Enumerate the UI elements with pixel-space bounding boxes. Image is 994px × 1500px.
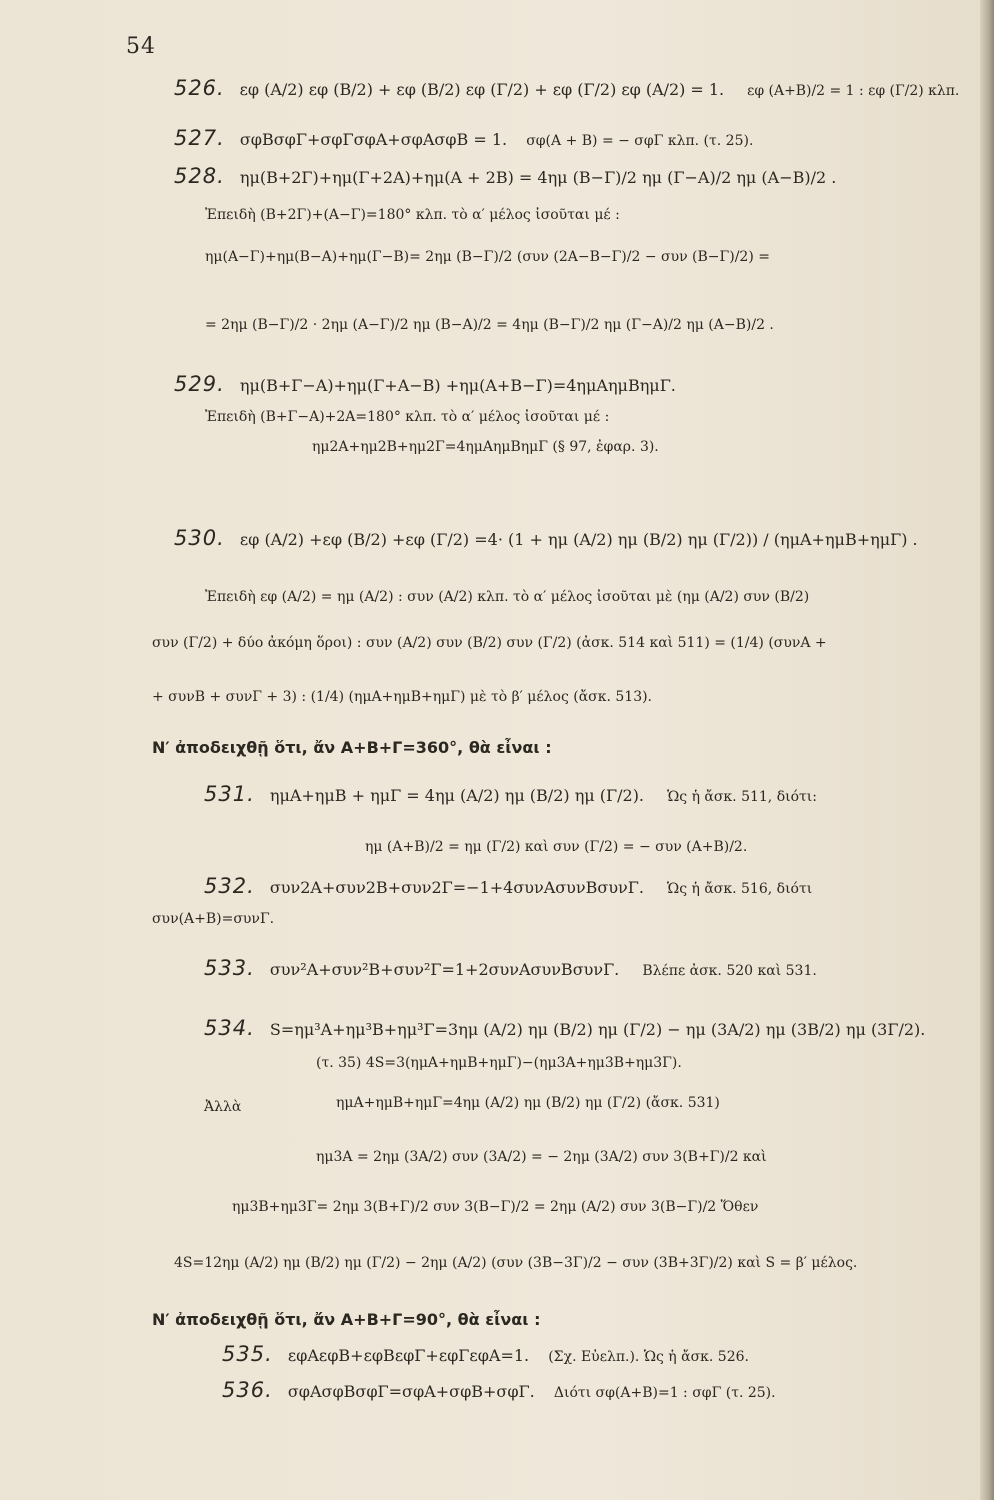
exercise-formula: σφΑσφΒσφΓ=σφΑ+σφΒ+σφΓ. — [287, 1382, 535, 1401]
exercise-note: (Σχ. Εὐελπ.). Ὡς ἡ ἄσκ. 526. — [548, 1349, 749, 1365]
exercise-formula: συν²Α+συν²Β+συν²Γ=1+2συνΑσυνΒσυνΓ. — [269, 960, 620, 979]
exercise-formula: εφΑεφΒ+εφΒεφΓ+εφΓεφΑ=1. — [287, 1346, 530, 1365]
exercise-531 — [204, 784, 817, 805]
exercise-532 — [204, 876, 812, 897]
exercise-formula: ημ(Β+Γ−Α)+ημ(Γ+Α−Β) +ημ(Α+Β−Γ)=4ημΑημΒημΓ. — [239, 376, 676, 395]
section-heading: Ν′ ἀποδειχθῇ ὅτι, ἄν Α+Β+Γ=90°, θὰ εἶναι : — [152, 1310, 541, 1329]
exercise-number: 527. — [174, 126, 225, 150]
proof-line: συν (Γ/2) + δύο ἀκόμη ὅροι) : συν (Α/2) συν (Β/2) συν (Γ/2) (ἀσκ. 514 καὶ 511) = (1/4) (συνΑ + — [152, 635, 827, 651]
exercise-note: Διότι σφ(Α+Β)=1 : σφΓ (τ. 25). — [553, 1385, 776, 1401]
page-binding-edge — [980, 0, 994, 1500]
exercise-527 — [174, 128, 753, 149]
exercise-number: 532. — [204, 874, 255, 898]
proof-line: ημ(Α−Γ)+ημ(Β−Α)+ημ(Γ−Β)= 2ημ (Β−Γ)/2 (συν (2Α−Β−Γ)/2 − συν (Β−Γ)/2) = — [205, 249, 770, 265]
exercise-note: Ὡς ἡ ἄσκ. 511, διότι: — [667, 789, 818, 805]
proof-line: Ἐπειδὴ (Β+2Γ)+(Α−Γ)=180° κλπ. τὸ α′ μέλος ἰσοῦται μέ : — [205, 207, 620, 223]
exercise-formula: σφΒσφΓ+σφΓσφΑ+σφΑσφΒ = 1. — [239, 130, 508, 149]
exercise-526 — [174, 78, 959, 99]
exercise-note: Ὡς ἡ ἄσκ. 516, διότι — [667, 881, 813, 897]
exercise-number: 526. — [174, 76, 225, 100]
proof-line: ημΑ+ημΒ+ημΓ=4ημ (Α/2) ημ (Β/2) ημ (Γ/2) (ἄσκ. 531) — [336, 1095, 720, 1111]
exercise-534 — [204, 1018, 925, 1039]
proof-line: Ἐπειδὴ (Β+Γ−Α)+2Α=180° κλπ. τὸ α′ μέλος ἰσοῦται μέ : — [205, 409, 610, 425]
proof-line: + συνΒ + συνΓ + 3) : (1/4) (ημΑ+ημΒ+ημΓ) μὲ τὸ β′ μέλος (ἄσκ. 513). — [152, 689, 653, 705]
exercise-533 — [204, 958, 817, 979]
exercise-note: σφ(Α + Β) = − σφΓ κλπ. (τ. 25). — [526, 133, 754, 149]
exercise-formula: S=ημ³Α+ημ³Β+ημ³Γ=3ημ (Α/2) ημ (Β/2) ημ (Γ/2) − ημ (3Α/2) ημ (3Β/2) ημ (3Γ/2). — [269, 1020, 926, 1039]
proof-line: (τ. 35) 4S=3(ημΑ+ημΒ+ημΓ)−(ημ3Α+ημ3Β+ημ3Γ). — [316, 1055, 682, 1071]
exercise-number: 531. — [204, 782, 255, 806]
exercise-530 — [174, 528, 918, 549]
proof-label: Ἀλλὰ — [204, 1099, 242, 1115]
exercise-formula: ημΑ+ημΒ + ημΓ = 4ημ (Α/2) ημ (Β/2) ημ (Γ/2). — [269, 786, 645, 805]
exercise-formula: ημ(Β+2Γ)+ημ(Γ+2Α)+ημ(Α + 2Β) = 4ημ (Β−Γ)/2 ημ (Γ−Α)/2 ημ (Α−Β)/2 . — [239, 168, 837, 187]
page-number: 54 — [126, 34, 156, 59]
exercise-528 — [174, 166, 836, 187]
exercise-number: 535. — [222, 1342, 273, 1366]
exercise-number: 529. — [174, 372, 225, 396]
exercise-note: εφ (Α+Β)/2 = 1 : εφ (Γ/2) κλπ. — [747, 83, 960, 99]
exercise-formula: εφ (Α/2) εφ (Β/2) + εφ (Β/2) εφ (Γ/2) + εφ (Γ/2) εφ (Α/2) = 1. — [239, 80, 725, 99]
exercise-number: 533. — [204, 956, 255, 980]
exercise-number: 536. — [222, 1378, 273, 1402]
exercise-number: 534. — [204, 1016, 255, 1040]
proof-line: ημ (Α+Β)/2 = ημ (Γ/2) καὶ συν (Γ/2) = − συν (Α+Β)/2. — [365, 839, 748, 855]
proof-line: συν(Α+Β)=συνΓ. — [152, 911, 275, 927]
proof-line: ημ3Α = 2ημ (3Α/2) συν (3Α/2) = − 2ημ (3Α/2) συν 3(Β+Γ)/2 καὶ — [316, 1149, 767, 1165]
exercise-note: Βλέπε ἀσκ. 520 καὶ 531. — [642, 963, 817, 979]
proof-line: ημ2Α+ημ2Β+ημ2Γ=4ημΑημΒημΓ (§ 97, ἐφαρ. 3). — [312, 439, 659, 455]
exercise-number: 528. — [174, 164, 225, 188]
exercise-536 — [222, 1380, 776, 1401]
proof-line: = 2ημ (Β−Γ)/2 · 2ημ (Α−Γ)/2 ημ (Β−Α)/2 = 4ημ (Β−Γ)/2 ημ (Γ−Α)/2 ημ (Α−Β)/2 . — [205, 317, 774, 333]
proof-line: Ἐπειδὴ εφ (Α/2) = ημ (Α/2) : συν (Α/2) κλπ. τὸ α′ μέλος ἰσοῦται μὲ (ημ (Α/2) συν (Β/2) — [205, 589, 810, 605]
exercise-number: 530. — [174, 526, 225, 550]
exercise-535 — [222, 1344, 749, 1365]
proof-line: 4S=12ημ (Α/2) ημ (Β/2) ημ (Γ/2) − 2ημ (Α/2) (συν (3Β−3Γ)/2 − συν (3Β+3Γ)/2) καὶ S = β′ μέλος. — [174, 1255, 858, 1271]
exercise-formula: εφ (Α/2) +εφ (Β/2) +εφ (Γ/2) =4· (1 + ημ (Α/2) ημ (Β/2) ημ (Γ/2)) / (ημΑ+ημΒ+ημΓ) . — [239, 530, 918, 549]
exercise-formula: συν2Α+συν2Β+συν2Γ=−1+4συνΑσυνΒσυνΓ. — [269, 878, 644, 897]
section-heading: Ν′ ἀποδειχθῇ ὅτι, ἄν Α+Β+Γ=360°, θὰ εἶναι : — [152, 738, 552, 757]
exercise-529 — [174, 374, 676, 395]
proof-line: ημ3Β+ημ3Γ= 2ημ 3(Β+Γ)/2 συν 3(Β−Γ)/2 = 2ημ (Α/2) συν 3(Β−Γ)/2 Ὅθεν — [232, 1199, 759, 1215]
